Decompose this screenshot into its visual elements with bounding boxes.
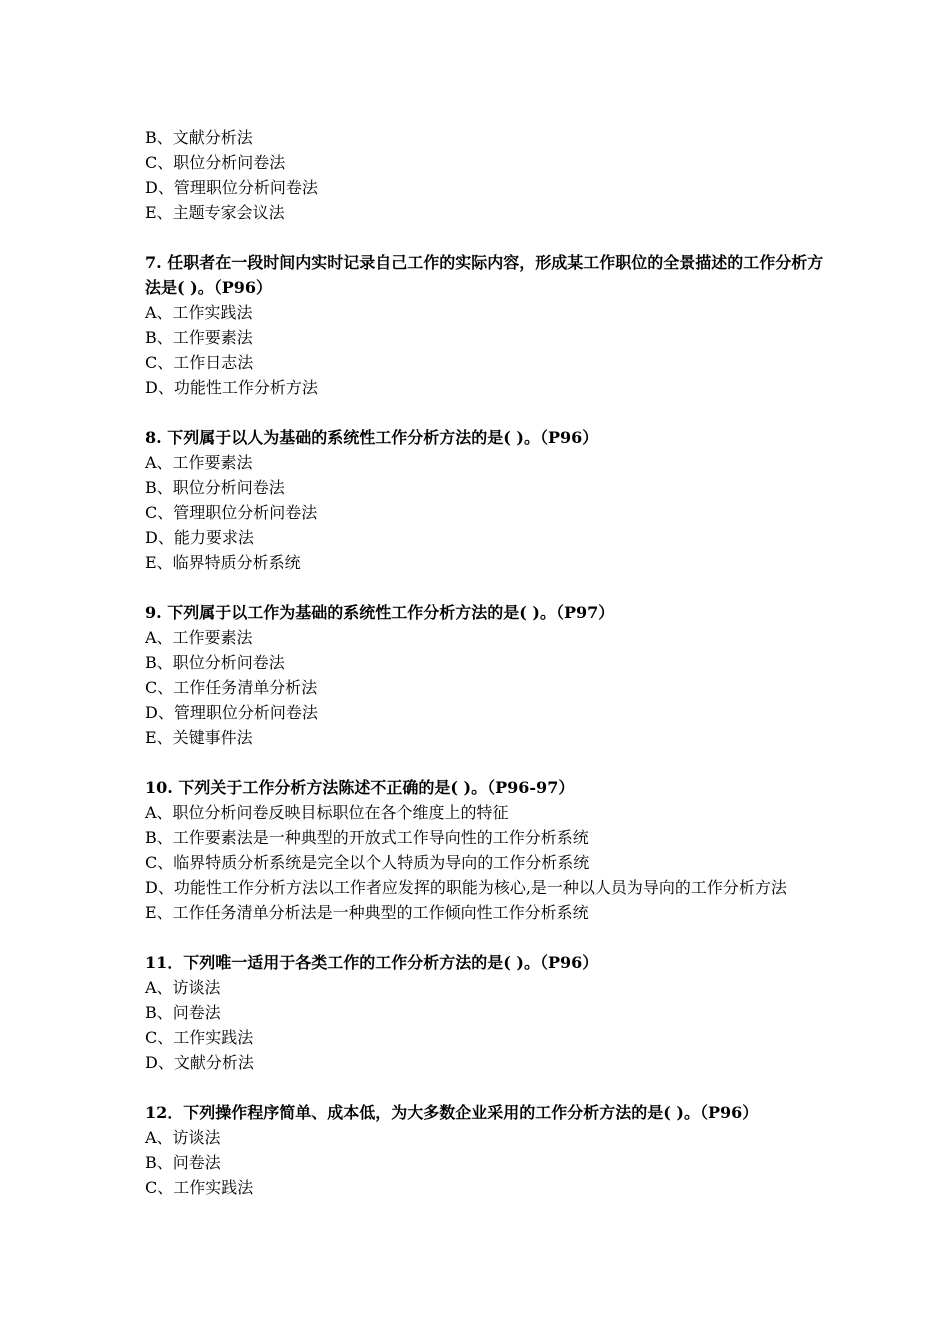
option-a: A、工作要素法	[145, 453, 253, 472]
question-9-text: 9. 下列属于以工作为基础的系统性工作分析方法的是( )。（P97）	[145, 603, 615, 622]
option-c: C、工作实践法	[145, 1178, 254, 1197]
option-b: B、问卷法	[145, 1153, 221, 1172]
option-c: C、职位分析问卷法	[145, 153, 286, 172]
option-a: A、工作要素法	[145, 628, 253, 647]
option-c: C、临界特质分析系统是完全以个人特质为导向的工作分析系统	[145, 853, 590, 872]
option-b: B、工作要素法	[145, 328, 253, 347]
option-d: D、功能性工作分析方法以工作者应发挥的职能为核心,是一种以人员为导向的工作分析方法	[145, 878, 787, 897]
option-a: A、访谈法	[145, 1128, 221, 1147]
question-block-6-continued	[145, 125, 825, 225]
option-e: E、临界特质分析系统	[145, 553, 301, 572]
option-c: C、工作实践法	[145, 1028, 254, 1047]
question-8-text: 8. 下列属于以人为基础的系统性工作分析方法的是( )。（P96）	[145, 428, 599, 447]
option-d: D、文献分析法	[145, 1053, 254, 1072]
question-10-text: 10. 下列关于工作分析方法陈述不正确的是( )。（P96-97）	[145, 778, 575, 797]
question-12-text: 12．下列操作程序简单、成本低，为大多数企业采用的工作分析方法的是( )。（P96）	[145, 1103, 759, 1122]
option-c: C、管理职位分析问卷法	[145, 503, 318, 522]
option-e: E、主题专家会议法	[145, 203, 285, 222]
option-a: A、访谈法	[145, 978, 221, 997]
option-e: E、工作任务清单分析法是一种典型的工作倾向性工作分析系统	[145, 903, 589, 922]
question-block-11	[145, 950, 825, 1075]
option-d: D、管理职位分析问卷法	[145, 178, 318, 197]
question-7-text: 7. 任职者在一段时间内实时记录自己工作的实际内容，形成某工作职位的全景描述的工作分析方法是( )。（P96）	[145, 253, 824, 297]
option-c: C、工作日志法	[145, 353, 254, 372]
option-a: A、工作实践法	[145, 303, 253, 322]
option-a: A、职位分析问卷反映目标职位在各个维度上的特征	[145, 803, 509, 822]
option-b: B、职位分析问卷法	[145, 653, 285, 672]
option-b: B、工作要素法是一种典型的开放式工作导向性的工作分析系统	[145, 828, 589, 847]
option-b: B、问卷法	[145, 1003, 221, 1022]
option-e: E、关键事件法	[145, 728, 253, 747]
option-b: B、职位分析问卷法	[145, 478, 285, 497]
question-block-7	[145, 250, 825, 400]
question-block-12	[145, 1100, 825, 1200]
question-block-8	[145, 425, 825, 575]
option-d: D、功能性工作分析方法	[145, 378, 318, 397]
option-b: B、文献分析法	[145, 128, 253, 147]
document-page	[145, 125, 825, 1200]
option-d: D、管理职位分析问卷法	[145, 703, 318, 722]
option-c: C、工作任务清单分析法	[145, 678, 318, 697]
question-11-text: 11．下列唯一适用于各类工作的工作分析方法的是( )。（P96）	[145, 953, 599, 972]
question-block-10	[145, 775, 825, 925]
option-d: D、能力要求法	[145, 528, 254, 547]
question-block-9	[145, 600, 825, 750]
